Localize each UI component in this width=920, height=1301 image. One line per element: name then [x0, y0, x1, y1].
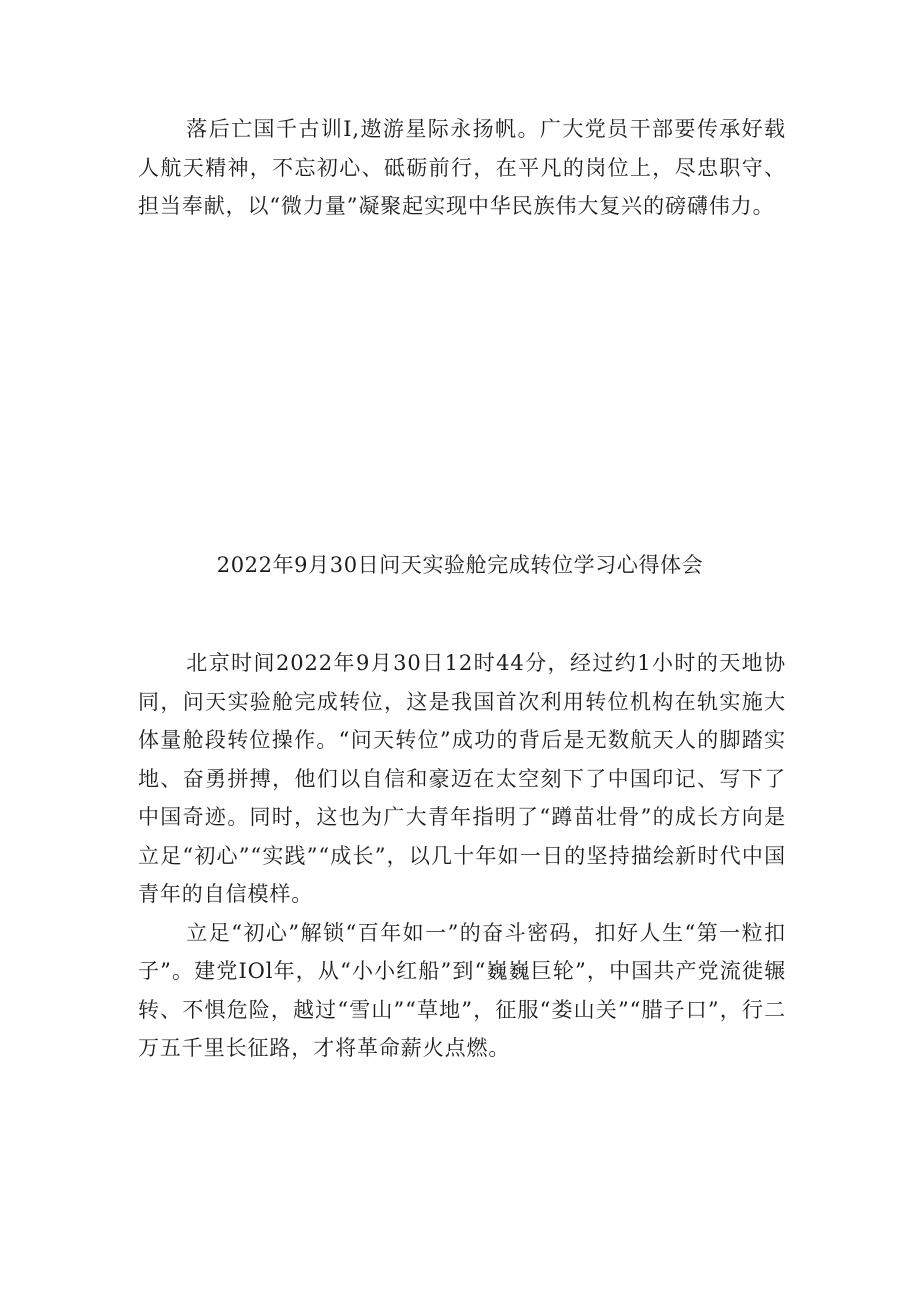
article-title: 2022年9月30日问天实验舱完成转位学习心得体会 — [216, 553, 704, 577]
continuation-paragraph: 落后亡国千古训I,遨游星际永扬帆。广大党员干部要传承好载人航天精神，不忘初心、砥砺前行，在平凡的岗位上，尽忠职守、担当奉献，以“微力量”凝聚起实现中华民族伟大复兴的磅礴伟力。 — [138, 117, 786, 218]
body-paragraph-2: 立足“初心”解锁“百年如一”的奋斗密码，扣好人生“第一粒扣子”。建党IOl年，从“小小红船”到“巍巍巨轮”，中国共产党流徙辗转、不惧危险，越过“雪山”“草地”，征服“娄山关”“腊子口”，行二万五千里长征路，才将革命薪火点燃。 — [138, 920, 786, 1060]
body-paragraph-1: 北京时间2022年9月30日12时44分，经过约1小时的天地协同，问天实验舱完成转位，这是我国首次利用转位机构在轨实施大体量舱段转位操作。“问天转位”成功的背后是无数航天人的脚踏实地、奋勇拼搏，他们以自信和豪迈在太空刻下了中国印记、写下了中国奇迹。同时，这也为广大青年指明了“蹲苗壮骨”的成长方向是立足“初心”“实践”“成长”，以几十年如一日的坚持描绘新时代中国青年的自信模样。 — [138, 651, 786, 906]
previous-section-text — [138, 110, 786, 226]
article-body — [138, 644, 786, 1068]
